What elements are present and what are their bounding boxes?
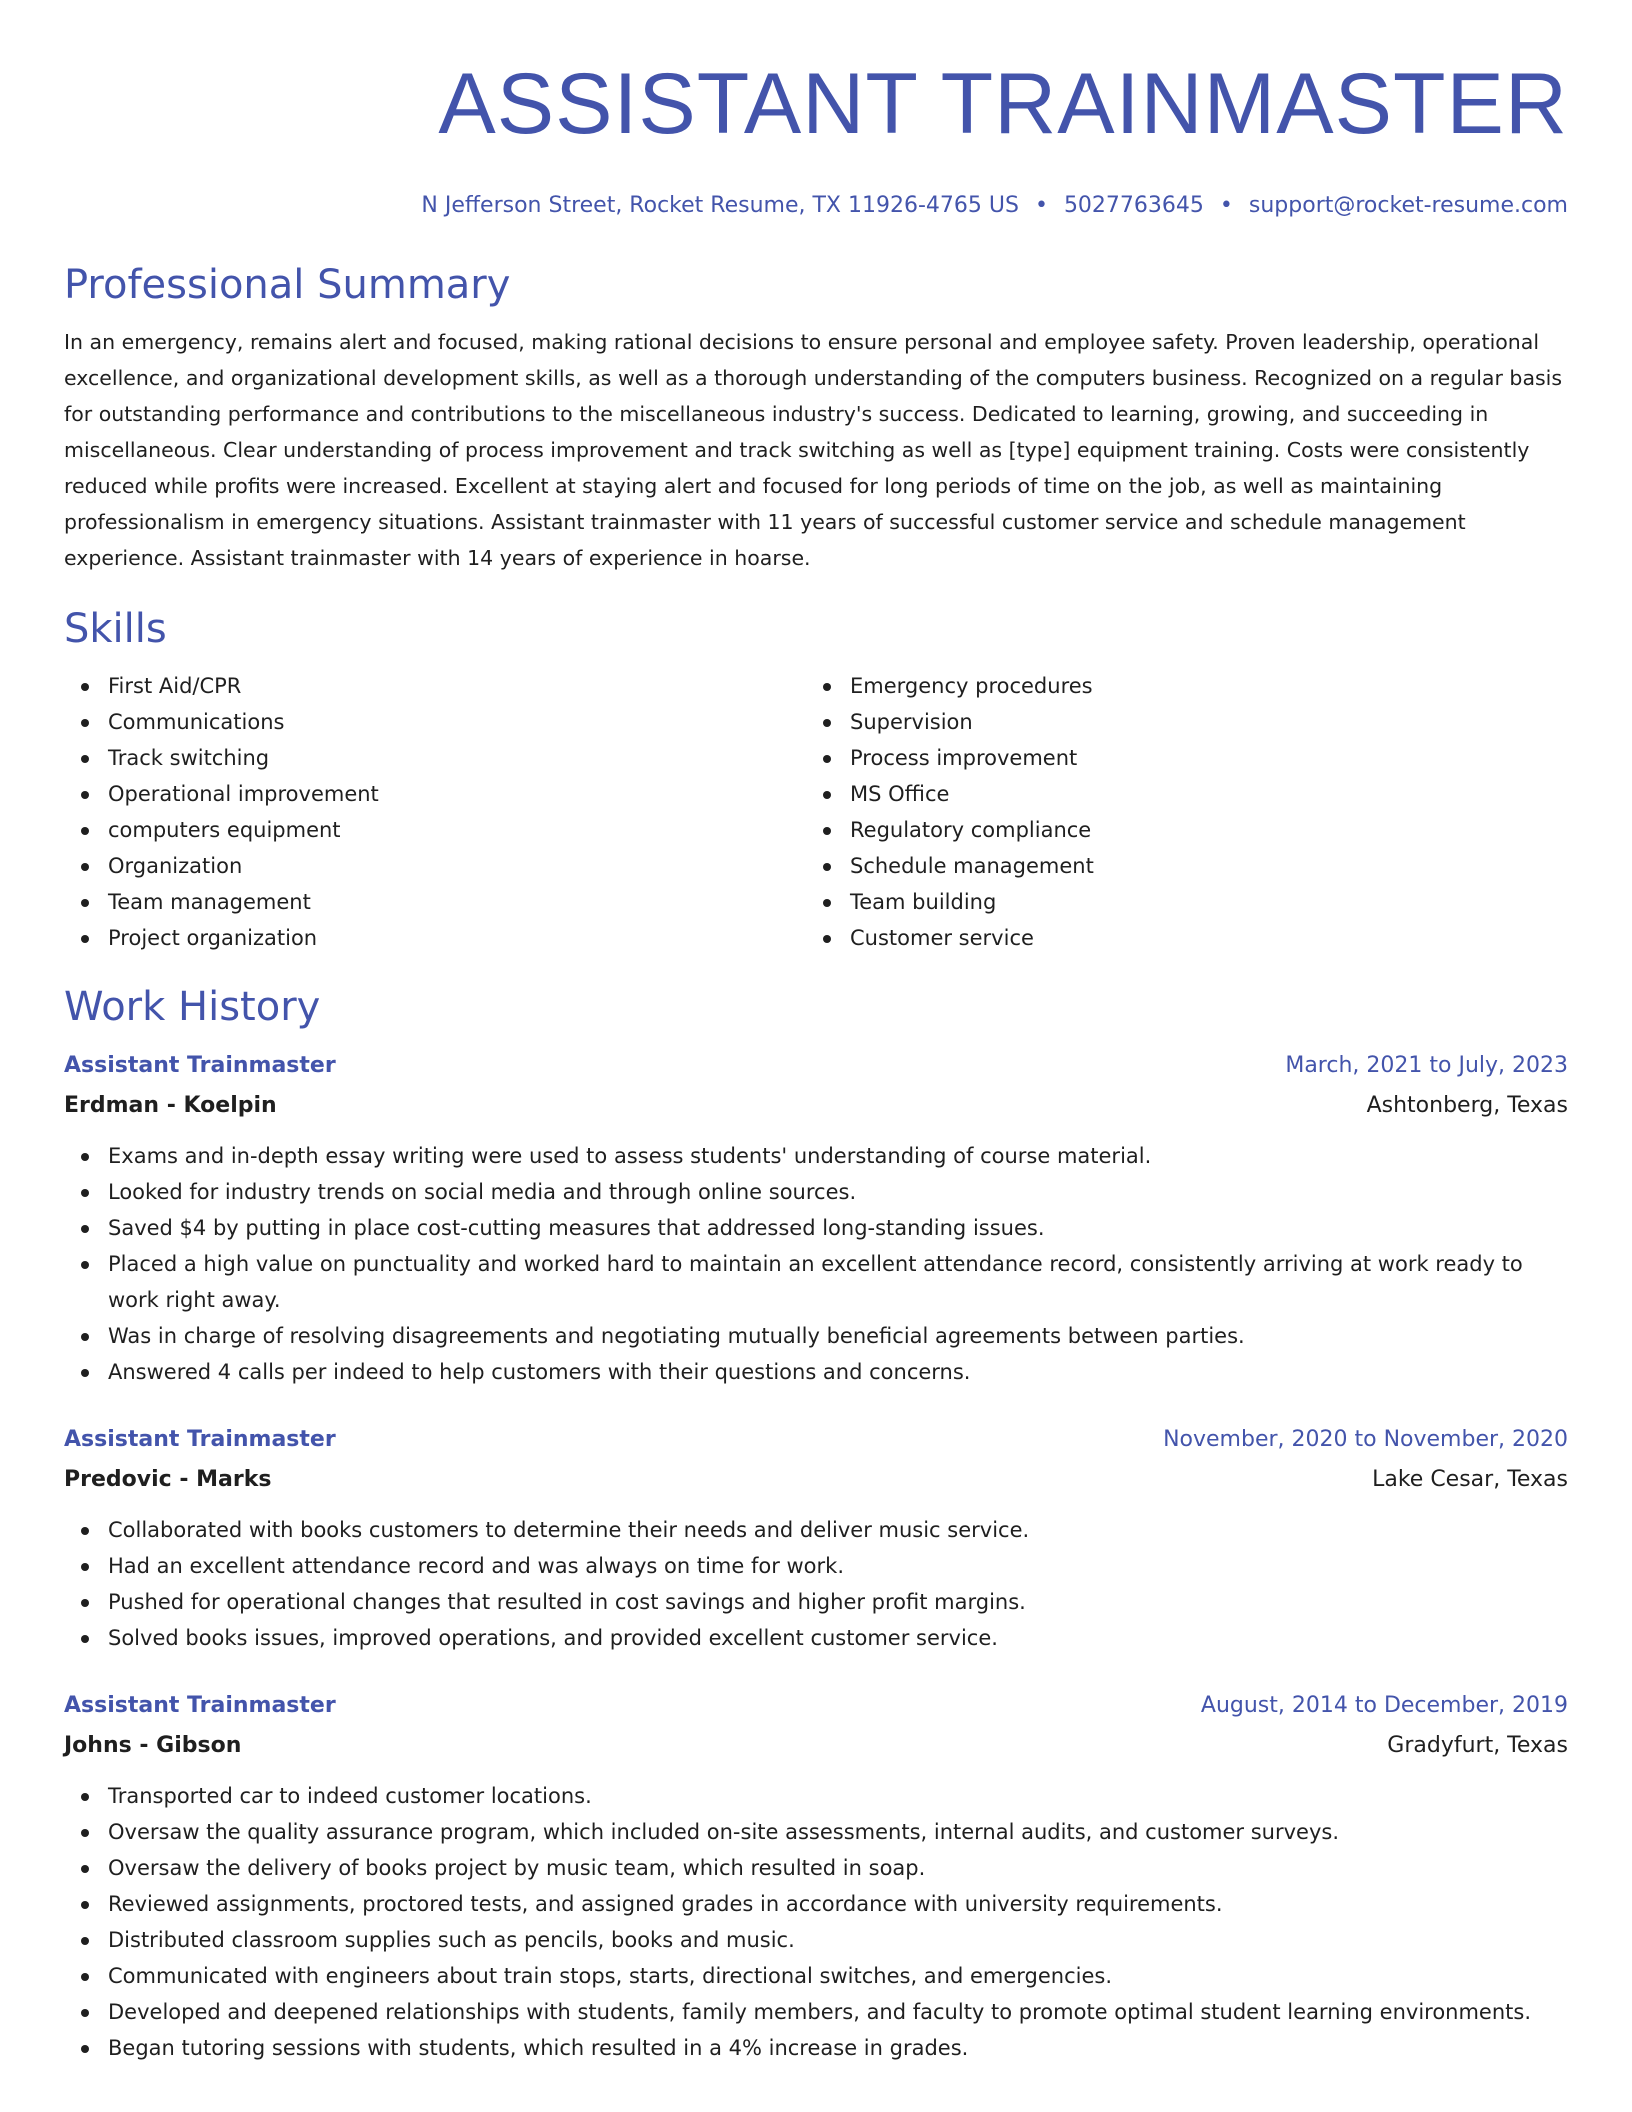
skill-item: Team building	[806, 884, 1548, 920]
job-bullet: Oversaw the delivery of books project by music team, which resulted in soap.	[64, 1850, 1568, 1886]
job-location: Gradyfurt, Texas	[1387, 1733, 1568, 1758]
job-bullet: Solved books issues, improved operations, and provided excellent customer service.	[64, 1620, 1568, 1656]
skill-item: Operational improvement	[64, 776, 806, 812]
job-bullet: Answered 4 calls per indeed to help customers with their questions and concerns.	[64, 1354, 1568, 1390]
skill-item: Track switching	[64, 740, 806, 776]
job-dates: March, 2021 to July, 2023	[1285, 1053, 1568, 1078]
job-bullet: Placed a high value on punctuality and worked hard to maintain an excellent attendance record, consistently arriving at work ready to work right away.	[64, 1246, 1568, 1318]
skill-item: Emergency procedures	[806, 668, 1548, 704]
skills-heading: Skills	[64, 606, 167, 652]
contact-separator: •	[1219, 193, 1233, 218]
company-name: Erdman - Koelpin	[64, 1093, 277, 1118]
phone: 5027763645	[1063, 193, 1204, 218]
job-title: Assistant Trainmaster	[64, 1053, 336, 1078]
job-dates: August, 2014 to December, 2019	[1200, 1693, 1568, 1718]
job-bullet: Began tutoring sessions with students, which resulted in a 4% increase in grades.	[64, 2030, 1568, 2066]
job-location: Lake Cesar, Texas	[1372, 1467, 1568, 1492]
address: N Jefferson Street, Rocket Resume, TX 11926-4765 US	[421, 193, 1019, 218]
job-bullet: Distributed classroom supplies such as pencils, books and music.	[64, 1922, 1568, 1958]
skill-item: Process improvement	[806, 740, 1548, 776]
resume-name: ASSISTANT TRAINMASTER	[438, 56, 1568, 152]
skill-item: Communications	[64, 704, 806, 740]
skills-column-left	[64, 668, 806, 956]
work-history-heading: Work History	[64, 984, 321, 1030]
job-bullet: Exams and in-depth essay writing were used to assess students' understanding of course material.	[64, 1138, 1568, 1174]
job-bullets	[64, 1512, 1568, 1656]
contact-line	[64, 190, 1568, 222]
job-dates: November, 2020 to November, 2020	[1163, 1427, 1568, 1452]
skills-column-right	[806, 668, 1548, 956]
job-bullet: Was in charge of resolving disagreements and negotiating mutually beneficial agreements between parties.	[64, 1318, 1568, 1354]
skill-item: Regulatory compliance	[806, 812, 1548, 848]
job-bullet: Saved $4 by putting in place cost-cutting measures that addressed long-standing issues.	[64, 1210, 1568, 1246]
job-bullet: Developed and deepened relationships with students, family members, and faculty to promote optimal student learning environments.	[64, 1994, 1568, 2030]
job-location: Ashtonberg, Texas	[1366, 1093, 1568, 1118]
contact-separator: •	[1034, 193, 1048, 218]
skills-list	[64, 668, 1568, 956]
job-title: Assistant Trainmaster	[64, 1427, 336, 1452]
summary-heading: Professional Summary	[64, 262, 511, 308]
job-bullet: Communicated with engineers about train stops, starts, directional switches, and emergencies.	[64, 1958, 1568, 1994]
skill-item: Supervision	[806, 704, 1548, 740]
skill-item: MS Office	[806, 776, 1548, 812]
job-bullet: Reviewed assignments, proctored tests, and assigned grades in accordance with university requirements.	[64, 1886, 1568, 1922]
job-bullet: Oversaw the quality assurance program, which included on-site assessments, internal audits, and customer surveys.	[64, 1814, 1568, 1850]
job-bullet: Collaborated with books customers to determine their needs and deliver music service.	[64, 1512, 1568, 1548]
job-entry	[64, 1046, 1568, 1390]
job-bullets	[64, 1778, 1568, 2066]
skill-item: Schedule management	[806, 848, 1548, 884]
summary-text: In an emergency, remains alert and focused, making rational decisions to ensure personal and employee safety. Proven leadership, operational excellence, and organizational development skills, as well as a thorough understanding of the computers business. Recognized on a regular basis for outstanding performance and contributions to the miscellaneous industry's success. Dedicated to learning, growing, and succeeding in miscellaneous. Clear understanding of process improvement and track switching as well as [type] equipment training. Costs were consistently reduced while profits were increased. Excellent at staying alert and focused for long periods of time on the job, as well as maintaining professionalism in emergency situations. Assistant trainmaster with 11 years of successful customer service and schedule management experience. Assistant trainmaster with 14 years of experience in hoarse.	[64, 330, 1563, 570]
skill-item: computers equipment	[64, 812, 806, 848]
job-title: Assistant Trainmaster	[64, 1693, 336, 1718]
job-bullets	[64, 1138, 1568, 1390]
skill-item: Team management	[64, 884, 806, 920]
job-bullet: Looked for industry trends on social media and through online sources.	[64, 1174, 1568, 1210]
email-link[interactable]: support@rocket-resume.com	[1248, 193, 1568, 218]
skill-item: First Aid/CPR	[64, 668, 806, 704]
job-bullet: Transported car to indeed customer locations.	[64, 1778, 1568, 1814]
company-name: Johns - Gibson	[64, 1733, 242, 1758]
skill-item: Customer service	[806, 920, 1548, 956]
job-entry	[64, 1420, 1568, 1656]
company-name: Predovic - Marks	[64, 1467, 272, 1492]
job-entry	[64, 1686, 1568, 2066]
job-bullet: Pushed for operational changes that resulted in cost savings and higher profit margins.	[64, 1584, 1568, 1620]
skill-item: Organization	[64, 848, 806, 884]
job-bullet: Had an excellent attendance record and was always on time for work.	[64, 1548, 1568, 1584]
skill-item: Project organization	[64, 920, 806, 956]
